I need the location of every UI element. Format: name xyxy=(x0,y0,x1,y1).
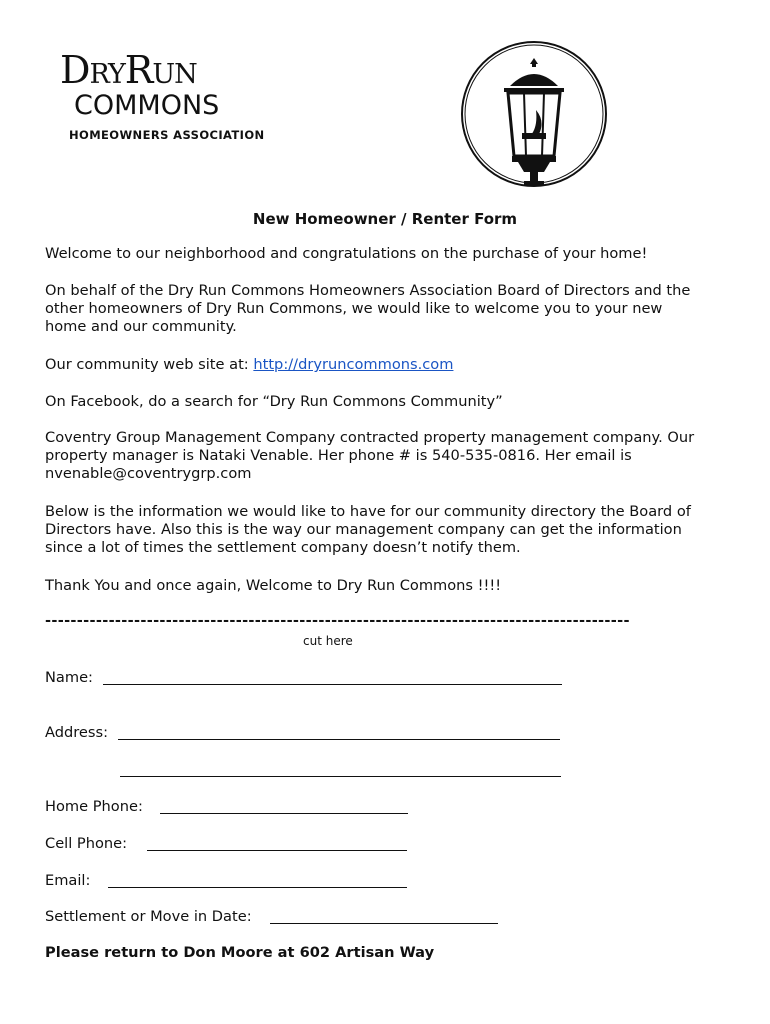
form-title-text: New Homeowner / Renter Form xyxy=(252,210,518,228)
info-line-1: Below is the information we would like to have for our community directory the Board of xyxy=(45,503,691,520)
website-link[interactable]: http://dryruncommons.com xyxy=(253,356,454,373)
behalf-line-1: On behalf of the Dry Run Commons Homeowners Association Board of Directors and the xyxy=(45,282,691,299)
thanks-text: Thank You and once again, Welcome to Dry Run Commons !!!! xyxy=(45,577,502,594)
logo-tagline: HOMEOWNERS ASSOCIATION xyxy=(69,128,265,142)
address-field-line-1[interactable] xyxy=(118,739,560,740)
return-note: Please return to Don Moore at 602 Artisan Way xyxy=(45,944,435,961)
lamp-post-icon xyxy=(458,38,610,190)
name-field[interactable] xyxy=(103,684,562,685)
behalf-line-2: other homeowners of Dry Run Commons, we would like to welcome you to your new xyxy=(45,300,663,317)
welcome-text: Welcome to our neighborhood and congratulations on the purchase of your home! xyxy=(45,245,648,262)
behalf-line-3: home and our community. xyxy=(45,318,237,335)
mgmt-line-2: property manager is Nataki Venable. Her phone # is 540-535-0816. Her email is xyxy=(45,447,632,464)
cell-phone-field[interactable] xyxy=(147,850,407,851)
email-field[interactable] xyxy=(108,887,407,888)
form-title xyxy=(0,209,770,229)
email-label: Email: xyxy=(45,872,91,889)
website-label: Our community web site at: xyxy=(45,356,254,373)
info-line-2: Directors have. Also this is the way our management company can get the information xyxy=(45,521,682,538)
settlement-label: Settlement or Move in Date: xyxy=(45,908,252,925)
name-label: Name: xyxy=(45,669,93,686)
settlement-date-field[interactable] xyxy=(270,923,498,924)
address-label: Address: xyxy=(45,724,109,741)
facebook-text: On Facebook, do a search for “Dry Run Commons Community” xyxy=(45,393,503,410)
hoa-logo xyxy=(60,50,290,150)
logo-commons: COMMONS xyxy=(74,90,220,121)
cell-phone-label: Cell Phone: xyxy=(45,835,128,852)
cut-line: -------------------------------------------------------------------------------------------- xyxy=(45,612,630,629)
cut-here-label: cut here xyxy=(303,634,353,648)
address-field-line-2[interactable] xyxy=(120,776,561,777)
logo-wordmark: DryRun xyxy=(60,48,197,92)
home-phone-field[interactable] xyxy=(160,813,408,814)
home-phone-label: Home Phone: xyxy=(45,798,143,815)
mgmt-line-3: nvenable@coventrygrp.com xyxy=(45,465,252,482)
info-line-3: since a lot of times the settlement company doesn’t notify them. xyxy=(45,539,521,556)
mgmt-line-1: Coventry Group Management Company contracted property management company. Our xyxy=(45,429,695,446)
website-line xyxy=(45,356,735,375)
